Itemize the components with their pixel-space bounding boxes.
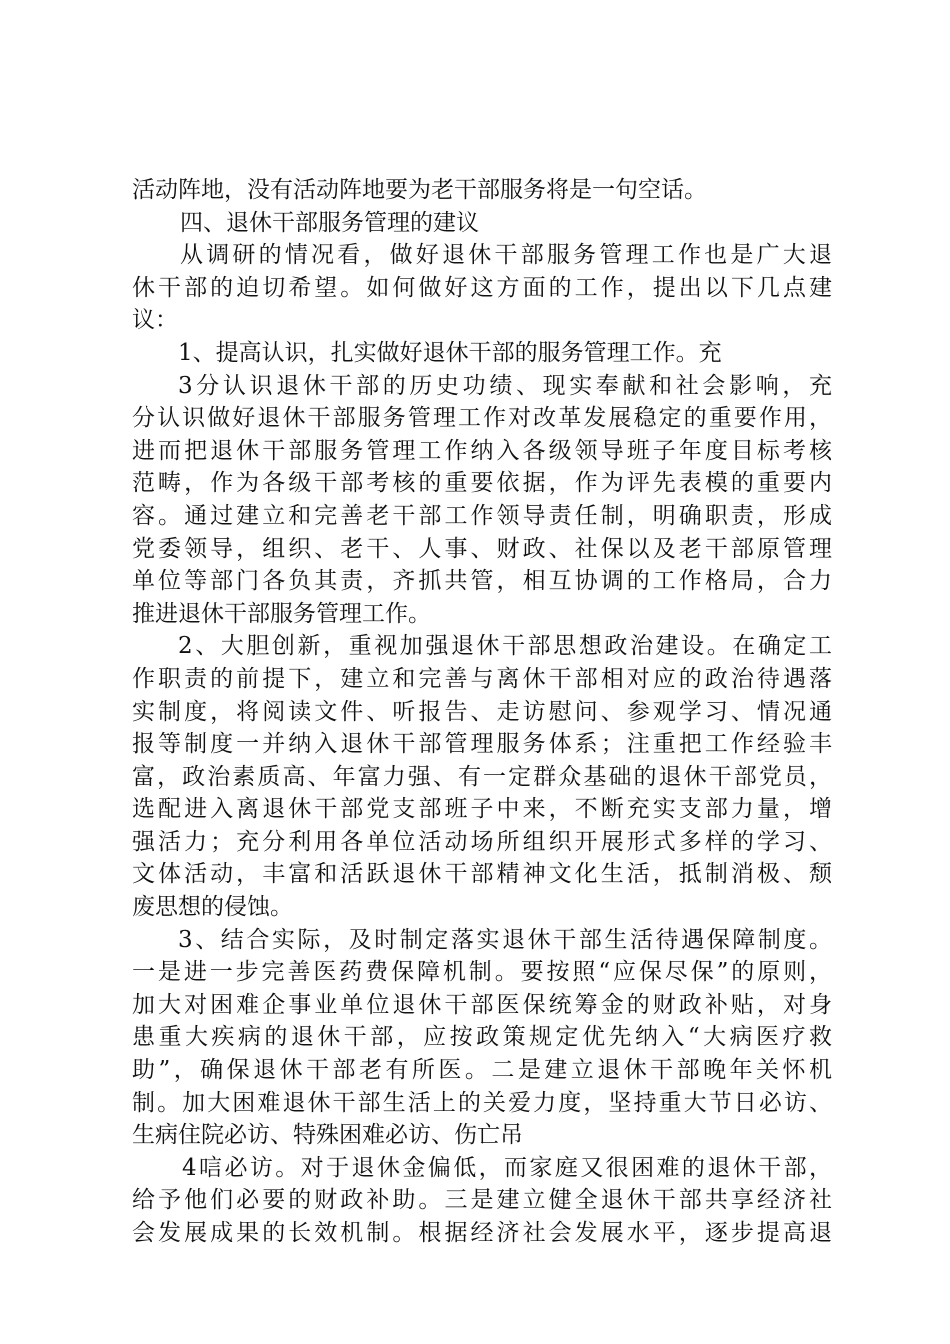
text-line: 范畴，作为各级干部考核的重要依据，作为评先表模的重要内 bbox=[132, 470, 832, 497]
text-line: 助”，确保退休干部老有所医。二是建立退休干部晚年关怀机 bbox=[132, 1057, 832, 1084]
text-line: 议： bbox=[132, 307, 178, 334]
text-line: 1、提高认识，扎实做好退休干部的服务管理工作。充 bbox=[178, 339, 722, 366]
text-line: 党委领导，组织、老干、人事、财政、社保以及老干部原管理 bbox=[132, 535, 832, 562]
text-line: 选配进入离退休干部党支部班子中来，不断充实支部力量，增 bbox=[132, 796, 832, 823]
text-line: 会发展成果的长效机制。根据经济社会发展水平，逐步提高退 bbox=[132, 1220, 832, 1246]
text-line: 给予他们必要的财政补助。三是建立健全退休干部共享经济社 bbox=[132, 1187, 832, 1214]
text-line: 休干部的迫切希望。如何做好这方面的工作，提出以下几点建 bbox=[132, 274, 832, 301]
text-line: 活动阵地，没有活动阵地要为老干部服务将是一句空话。 bbox=[132, 177, 707, 203]
text-line: 制。加大困难退休干部生活上的关爱力度，坚持重大节日必访、 bbox=[132, 1089, 832, 1116]
text-line: 实制度，将阅读文件、听报告、走访慰问、参观学习、情况通 bbox=[132, 698, 832, 725]
text-line: 3、结合实际，及时制定落实退休干部生活待遇保障制度。 bbox=[178, 926, 832, 953]
text-line: 患重大疾病的退休干部，应按政策规定优先纳入“大病医疗救 bbox=[132, 1024, 832, 1051]
text-line: 容。通过建立和完善老干部工作领导责任制，明确职责，形成 bbox=[132, 502, 832, 529]
section-heading: 四、退休干部服务管理的建议 bbox=[180, 209, 479, 236]
text-line: 推进退休干部服务管理工作。 bbox=[132, 600, 431, 627]
text-line: 进而把退休干部服务管理工作纳入各级领导班子年度目标考核 bbox=[132, 437, 832, 464]
text-line: 加大对困难企事业单位退休干部医保统筹金的财政补贴，对身 bbox=[132, 991, 832, 1018]
text-line: 分认识做好退休干部服务管理工作对改革发展稳定的重要作用， bbox=[132, 405, 832, 432]
text-line: 文体活动，丰富和活跃退休干部精神文化生活，抵制消极、颓 bbox=[132, 861, 832, 888]
text-line: 一是进一步完善医药费保障机制。要按照“应保尽保”的原则， bbox=[132, 959, 832, 986]
text-line: 作职责的前提下，建立和完善与离休干部相对应的政治待遇落 bbox=[132, 665, 832, 692]
text-line: 生病住院必访、特殊困难必访、伤亡吊 bbox=[132, 1122, 523, 1149]
text-line: 从调研的情况看，做好退休干部服务管理工作也是广大退 bbox=[180, 242, 832, 269]
text-line: 4唁必访。对于退休金偏低，而家庭又很困难的退休干部， bbox=[182, 1154, 832, 1181]
text-line: 强活力；充分利用各单位活动场所组织开展形式多样的学习、 bbox=[132, 828, 832, 855]
text-line: 单位等部门各负其责，齐抓共管，相互协调的工作格局，合力 bbox=[132, 568, 832, 595]
text-line: 3分认识退休干部的历史功绩、现实奉献和社会影响，充 bbox=[178, 372, 832, 399]
document-body bbox=[132, 174, 832, 1250]
text-line: 报等制度一并纳入退休干部管理服务体系；注重把工作经验丰 bbox=[132, 731, 832, 758]
text-line: 2、大胆创新，重视加强退休干部思想政治建设。在确定工 bbox=[178, 633, 832, 660]
text-line: 废思想的侵蚀。 bbox=[132, 894, 293, 921]
text-line: 富，政治素质高、年富力强、有一定群众基础的退休干部党员， bbox=[132, 763, 832, 790]
